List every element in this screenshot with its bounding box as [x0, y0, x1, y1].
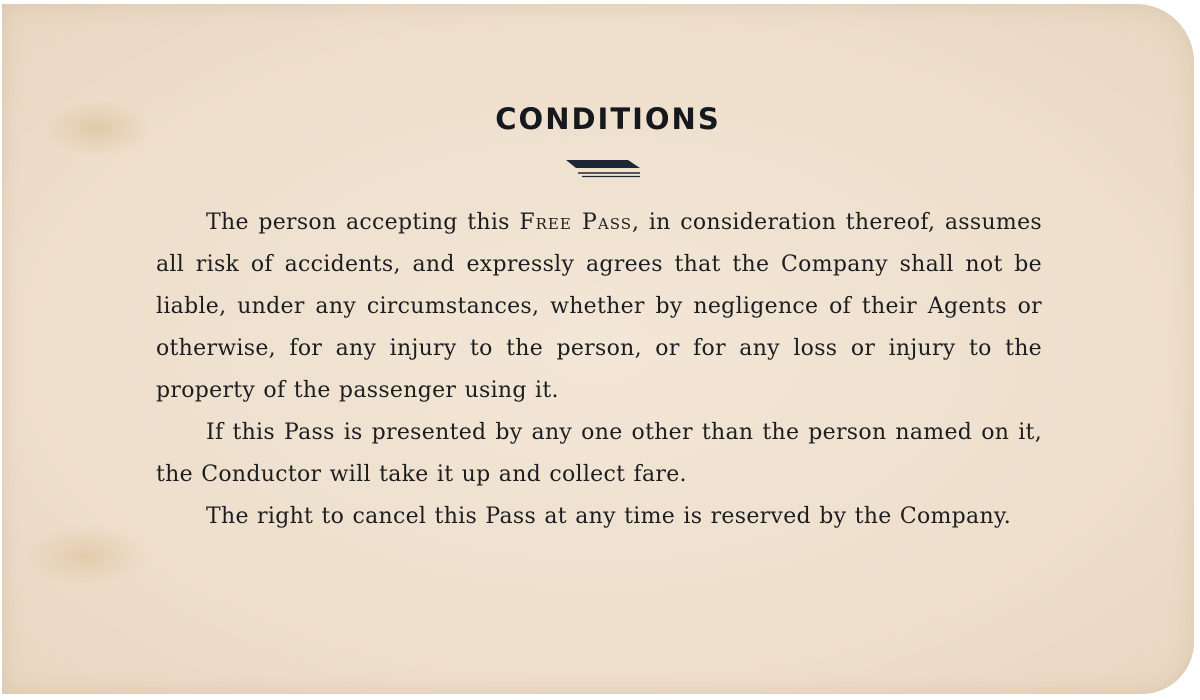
pass-card — [2, 4, 1194, 694]
paragraph-cancellation: The right to cancel this Pass at any time is reserved by the Company. — [206, 504, 1012, 529]
paragraph-liability: The person accepting this Free Pass, in consideration thereof, assumes all risk of accidents, and expressly agrees that the Company shall not be liable, under any circumstances, whether by negligence of their Agents or otherwise, for any injury to the person, or for any loss or injury to the property of the passenger using it. — [156, 210, 1042, 403]
document-title: CONDITIONS — [495, 102, 721, 136]
paragraph-transfer: If this Pass is presented by any one other than the person named on it, the Conductor will take it up and collect fare. — [156, 420, 1042, 487]
conditions-text — [156, 202, 1042, 538]
free-pass-emphasis: Free Pass — [519, 210, 632, 235]
title-rule-ornament — [566, 159, 642, 179]
